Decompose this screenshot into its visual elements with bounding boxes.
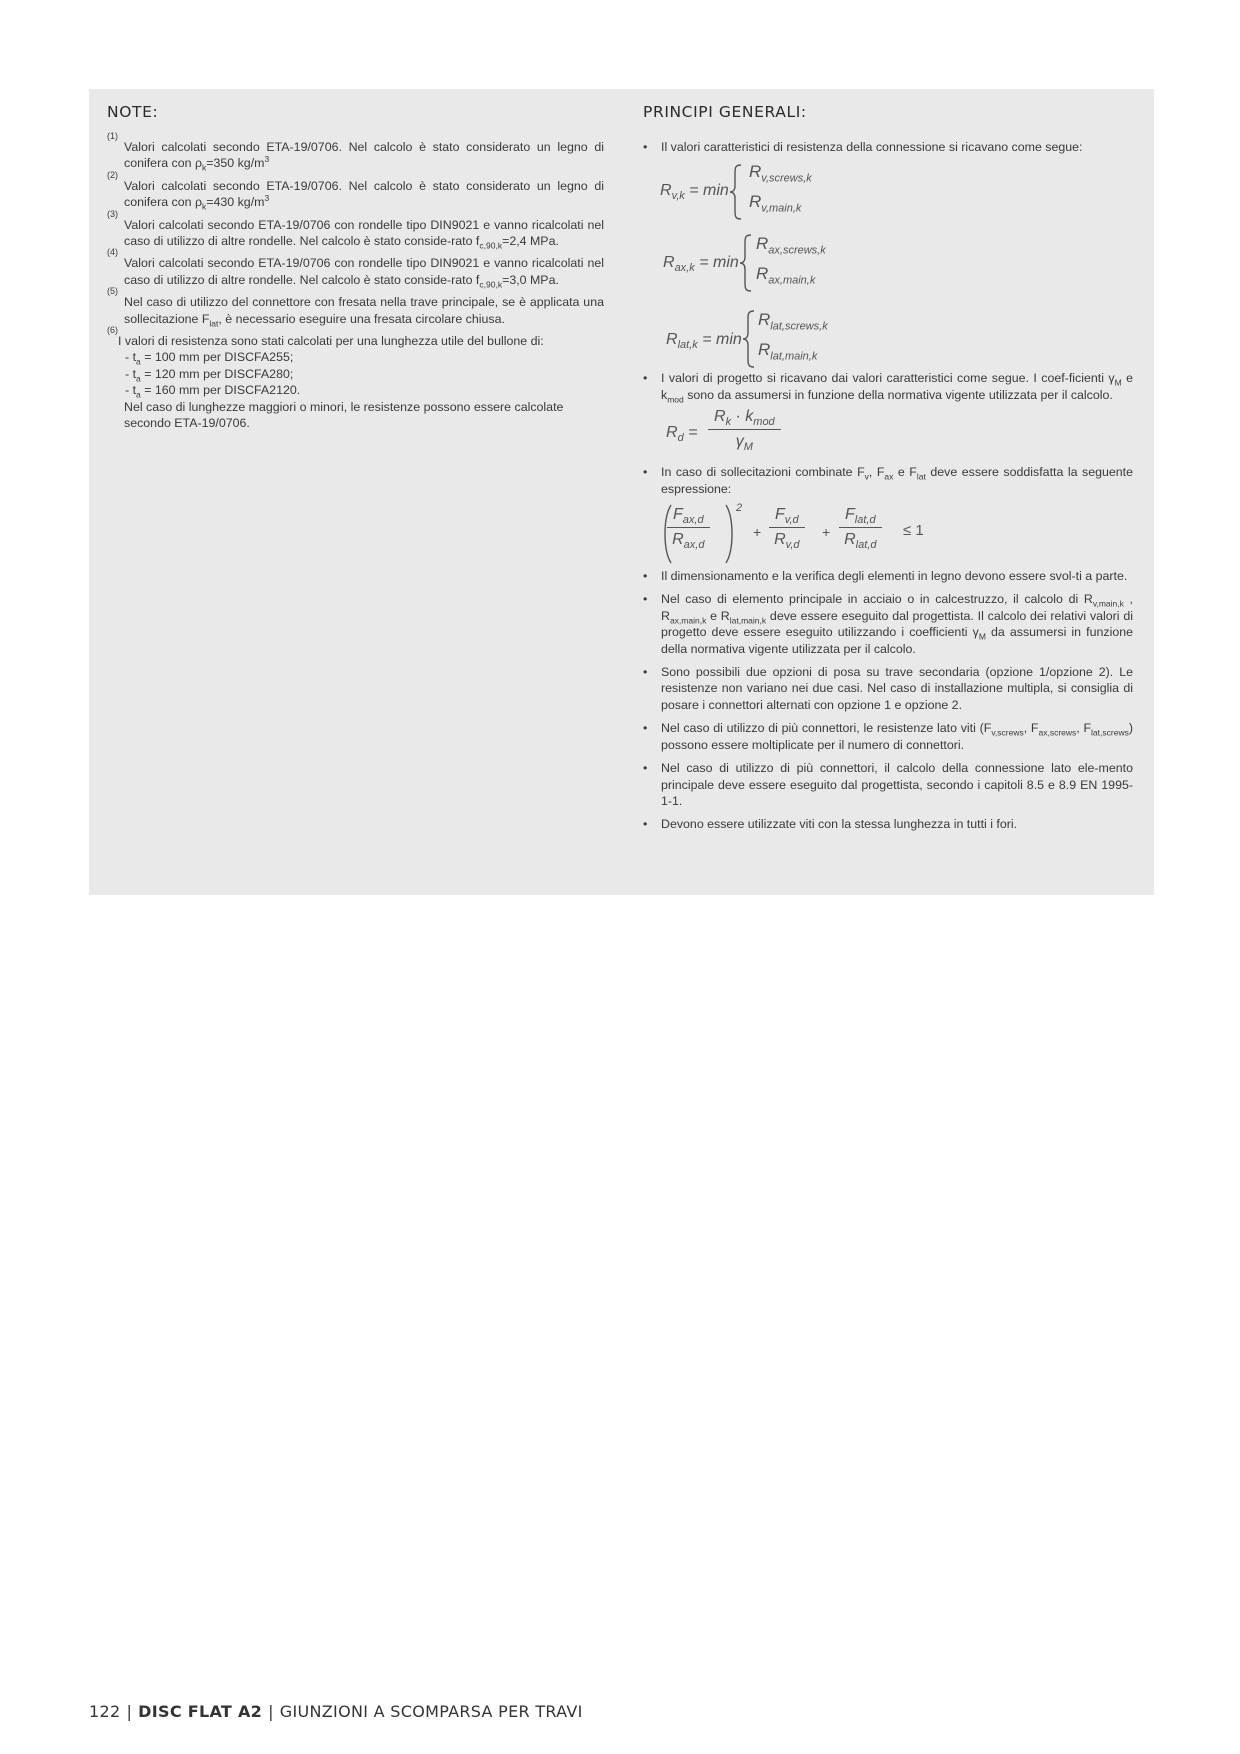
note-6-item: - $t_a = 100$ mm per DISCFA255; (125, 350, 294, 367)
note-6-item: - $t_a = 160$ mm per DISCFA2120. (125, 383, 301, 400)
note-2: (2) Valori calcolati secondo ETA-19/0706. Nel calcolo è stato considerato un legno di conifera con $\rho_k=430$ $kg/m^3$ (107, 169, 604, 212)
bullet-timber-verification: • Il dimensionamento e la verifica degli elementi in legno devono essere svol-ti a parte. (643, 568, 1133, 584)
formula-raxk: $R_{ax,k} = \min$ $R_{ax,screws,k}$ $R_{ax,main,k}$ (643, 228, 1133, 306)
page-number: 122 (89, 1702, 121, 1721)
formula-combined: $F_{ax,d}$ $R_{ax,d}$ 2 + $\frac{F_{v,d}}{R_{v,d}}$ + $F_{lat,d}$ $R_{lat,d}$ ≤ 1 (643, 502, 1133, 568)
brace-icon (742, 310, 756, 368)
bullet-design-values: • I valori di progetto si ricavano dai valori caratteristici come segue. I coef-ficienti $\gamma_M$ e $k_{mod}$ sono da assumersi in funzione della normativa vigente utilizzata per il calcolo. (643, 370, 1133, 403)
principles-heading: PRINCIPI GENERALI: (643, 103, 807, 121)
note-6-item: - $t_a = 120$ mm per DISCFA280; (125, 366, 294, 384)
bullet-multiple-connectors-main: • Nel caso di utilizzo di più connettori, il calcolo della connessione lato ele-mento principale deve essere eseguito dal progettista, secondo i capitoli 8.5 e 8.9 EN 1995-1-1. (643, 760, 1133, 809)
notes-heading: NOTE: (107, 103, 159, 121)
bullet-installation-options: • Sono possibili due opzioni di posa su trave secondaria (opzione 1/opzione 2). Le resistenze non variano nei due casi. Nel caso di installazione multipla, si consiglia di posare i connettori alternati con opzione 1 e opzione 2. (643, 664, 1133, 713)
note-5: (5) Nel caso di utilizzo del connettore con fresata nella trave principale, se è applicata una sollecitazione $F_{lat}$, è necessario eseguire una fresata circolare chiusa. (107, 286, 604, 329)
bullet-screw-length: • Devono essere utilizzate viti con la stessa lunghezza in tutti i fori. (643, 816, 1133, 832)
note-4: (4) Valori calcolati secondo ETA-19/0706 con rondelle tipo DIN9021 e vanno ricalcolati nel caso di utilizzo di altre rondelle. Nel calcolo è stato conside-rato $f_{c,90,k}=3,0$ MPa. (107, 247, 604, 290)
note-3: (3) Valori calcolati secondo ETA-19/0706 con rondelle tipo DIN9021 e vanno ricalcolati nel caso di utilizzo di altre rondelle. Nel calcolo è stato conside-rato $f_{c,90,k}=2,4$ MPa. (107, 208, 604, 251)
bullet-steel-concrete: • Nel caso di elemento principale in acciaio o in calcestruzzo, il calcolo di $R_{v,main,k}$ , $R_{ax,main,k}$ e $R_{lat,main,k}$ deve essere eseguito dal progettista. Il calcolo dei relativi valori di progetto deve essere eseguito utilizzando i coefficienti $\gamma_M$ da assumersi in funzione della normativa vigente utilizzata per il calcolo. (643, 591, 1133, 657)
product-name: DISC FLAT A2 (138, 1702, 263, 1721)
principles-column (643, 103, 1133, 840)
notes-column (107, 103, 604, 438)
note-1: (1) Valori calcolati secondo ETA-19/0706. Nel calcolo è stato considerato un legno di conifera con $\rho_k=350$ $kg/m^3$ (107, 131, 604, 173)
page-footer: 122 | DISC FLAT A2 | GIUNZIONI A SCOMPARSA PER TRAVI (89, 1702, 583, 1721)
bullet-characteristic-values: • Il valori caratteristici di resistenza della connessione si ricavano come segue: (643, 139, 1133, 155)
bullet-multiple-connectors-screws: • Nel caso di utilizzo di più connettori, le resistenze lato viti ($F_{v,screws}$, $F_{ax,screws}$, $F_{lat,screws}$) possono essere moltiplicate per il numero di connettori. (643, 720, 1133, 753)
section-title: GIUNZIONI A SCOMPARSA PER TRAVI (279, 1702, 583, 1721)
notes-panel (89, 89, 1154, 895)
note-6: (6) I valori di resistenza sono stati calcolati per una lunghezza utile del bullone di: - $t_a = 100$ mm per DISCFA255; - $t_a = 120$ mm per DISCFA280; - $t_a = 160$ mm per DISCFA2120. Nel caso di lunghezze maggiori o minori, le resistenze possono essere calcolate secondo ETA-19/0706. (107, 333, 604, 431)
formula-rlatk: $R_{lat,k} = \min$ $R_{lat,screws,k}$ $R_{lat,main,k}$ (643, 306, 1133, 370)
formula-rd: $R_d$ = $R_k \cdot k_{mod}$ $\gamma_M$ (643, 408, 1133, 464)
paren-right-icon (724, 504, 736, 564)
bullet-combined-loads: • In caso di sollecitazioni combinate $F_v$, $F_{ax}$ e $F_{lat}$ deve essere soddisfatta la seguente espressione: (643, 464, 1133, 497)
brace-icon (739, 234, 753, 292)
brace-icon (729, 164, 743, 220)
formula-rvk: $R_{v,k} = \min$ $R_{v,screws,k}$ $R_{v,main,k}$ (643, 160, 1133, 228)
